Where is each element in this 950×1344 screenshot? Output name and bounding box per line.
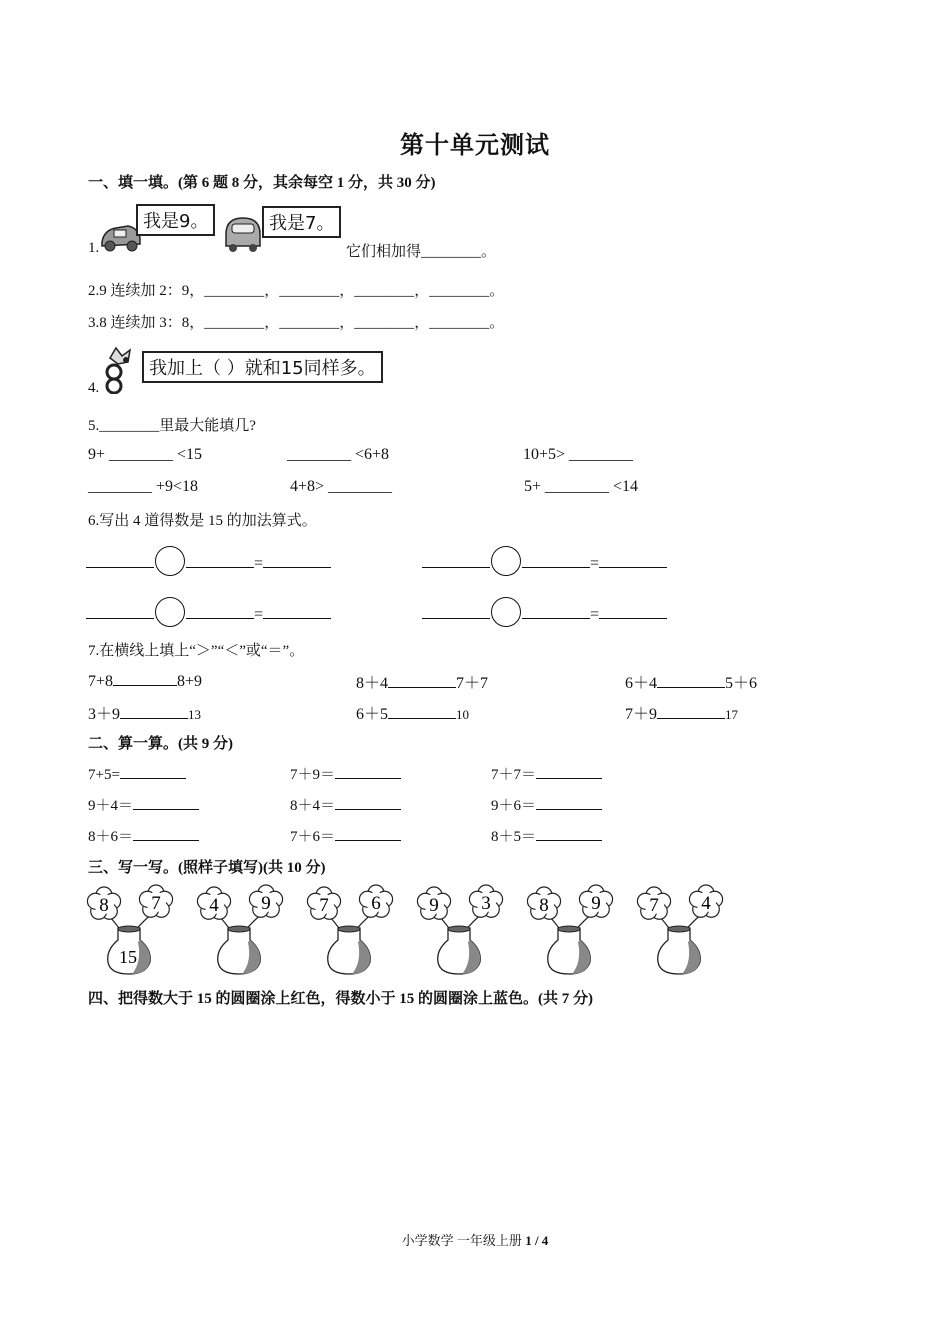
operator-circle[interactable] [491, 597, 521, 627]
q5-item: 4+8> ________ [290, 478, 393, 495]
q5-item: ________ <6+8 [287, 446, 390, 463]
flower-number: 3 [481, 893, 491, 914]
answer-blank[interactable] [536, 825, 602, 841]
calc-item: 7＋9＝ [290, 763, 401, 784]
flower-number: 6 [371, 893, 381, 914]
q7-item: 7+8 8+9 [88, 670, 202, 691]
answer-blank[interactable] [599, 552, 667, 568]
q7-item: 8＋4 7＋7 [356, 670, 488, 693]
answer-blank[interactable] [86, 603, 154, 619]
answer-blank[interactable] [657, 703, 725, 719]
q7-prompt: 7.在横线上填上“＞”“＜”或“＝”。 [88, 643, 305, 659]
q5-item: ________ +9<18 [88, 478, 199, 495]
q6-equation: = [422, 546, 667, 576]
operator-circle[interactable] [155, 546, 185, 576]
answer-blank[interactable] [186, 603, 254, 619]
vase-flower-group [417, 885, 502, 974]
flower-number: 9 [261, 893, 271, 914]
answer-blank[interactable] [86, 552, 154, 568]
answer-blank[interactable] [113, 670, 177, 686]
section1-heading: 一、填一填。(第 6 题 8 分，其余每空 1 分，共 30 分) [88, 175, 436, 191]
vase-flower-group [197, 885, 282, 974]
q5-item: 5+ ________ <14 [524, 478, 639, 495]
page-number: 1 / 4 [525, 1233, 549, 1248]
page-footer: 小学数学 一年级上册 1 / 4 [401, 1233, 549, 1248]
flower-number: 4 [209, 895, 219, 916]
vase-flower-group [87, 885, 172, 974]
answer-blank[interactable] [335, 794, 401, 810]
vase-flower-illustrations [84, 882, 734, 978]
vase-sum: 15 [119, 947, 137, 967]
answer-blank[interactable] [422, 552, 490, 568]
vase-flower-group [637, 885, 722, 974]
q5-item: 9+ ________ <15 [88, 446, 203, 463]
answer-blank[interactable] [522, 552, 590, 568]
answer-blank[interactable] [522, 603, 590, 619]
q2-text: 2.9 连续加 2：9，________，________，________，________。 [88, 283, 505, 299]
calc-item: 9＋6＝ [491, 794, 602, 815]
answer-blank[interactable] [422, 603, 490, 619]
q7-item: 7＋9 17 [625, 701, 738, 724]
calc-item: 8＋5＝ [491, 825, 602, 846]
q4-number: 4. [88, 380, 100, 396]
speech-bubble-c: 我加上（ ）就和15同样多。 [142, 351, 383, 383]
page-title: 第十单元测试 [400, 133, 550, 159]
answer-blank[interactable] [536, 794, 602, 810]
flower-number: 9 [591, 893, 601, 914]
answer-blank[interactable] [657, 672, 725, 688]
flower-number: 8 [99, 895, 109, 916]
answer-blank[interactable] [335, 825, 401, 841]
answer-blank[interactable] [388, 703, 456, 719]
answer-blank[interactable] [120, 763, 186, 779]
calc-item: 7＋6＝ [290, 825, 401, 846]
answer-blank[interactable] [599, 603, 667, 619]
calc-item: 7+5= [88, 763, 186, 784]
answer-blank[interactable] [263, 603, 331, 619]
answer-blank[interactable] [263, 552, 331, 568]
answer-blank[interactable] [536, 763, 602, 779]
q5-prompt: 5.________里最大能填几? [88, 418, 256, 434]
calc-item: 8＋6＝ [88, 825, 199, 846]
answer-blank[interactable] [335, 763, 401, 779]
q1-text: 它们相加得________。 [346, 244, 497, 260]
speech-bubble-b: 我是7。 [262, 206, 341, 238]
answer-blank[interactable] [133, 825, 199, 841]
q6-equation: = [422, 597, 667, 627]
flower-number: 7 [649, 895, 659, 916]
section3-heading: 三、写一写。(照样子填写)(共 10 分) [88, 860, 326, 876]
q7-item: 3＋9 13 [88, 701, 201, 724]
q3-text: 3.8 连续加 3：8，________，________，________，________。 [88, 315, 505, 331]
section4-heading: 四、把得数大于 15 的圆圈涂上红色，得数小于 15 的圆圈涂上蓝色。(共 7 分) [88, 991, 593, 1007]
q7-item: 6＋4 5＋6 [625, 670, 757, 693]
flower-number: 7 [151, 893, 161, 914]
flower-number: 7 [319, 895, 329, 916]
operator-circle[interactable] [155, 597, 185, 627]
answer-blank[interactable] [133, 794, 199, 810]
q6-prompt: 6.写出 4 道得数是 15 的加法算式。 [88, 513, 317, 529]
q1-number: 1. [88, 240, 100, 256]
answer-blank[interactable] [388, 672, 456, 688]
q5-item: 10+5> ________ [523, 446, 634, 463]
q7-item: 6＋5 10 [356, 701, 469, 724]
calc-item: 7＋7＝ [491, 763, 602, 784]
speech-bubble-a: 我是9。 [136, 204, 215, 236]
flower-number: 9 [429, 895, 439, 916]
calc-item: 9＋4＝ [88, 794, 199, 815]
calc-item: 8＋4＝ [290, 794, 401, 815]
vase-flower-group [527, 885, 612, 974]
flower-number: 8 [539, 895, 549, 916]
q6-equation: = [86, 597, 331, 627]
answer-blank[interactable] [120, 703, 188, 719]
operator-circle[interactable] [491, 546, 521, 576]
section2-heading: 二、算一算。(共 9 分) [88, 736, 233, 752]
q6-equation: = [86, 546, 331, 576]
car-illustration-b [222, 212, 264, 254]
digit-eight-character [98, 344, 142, 394]
answer-blank[interactable] [186, 552, 254, 568]
flower-number: 4 [701, 893, 711, 914]
vase-flower-group [307, 885, 392, 974]
